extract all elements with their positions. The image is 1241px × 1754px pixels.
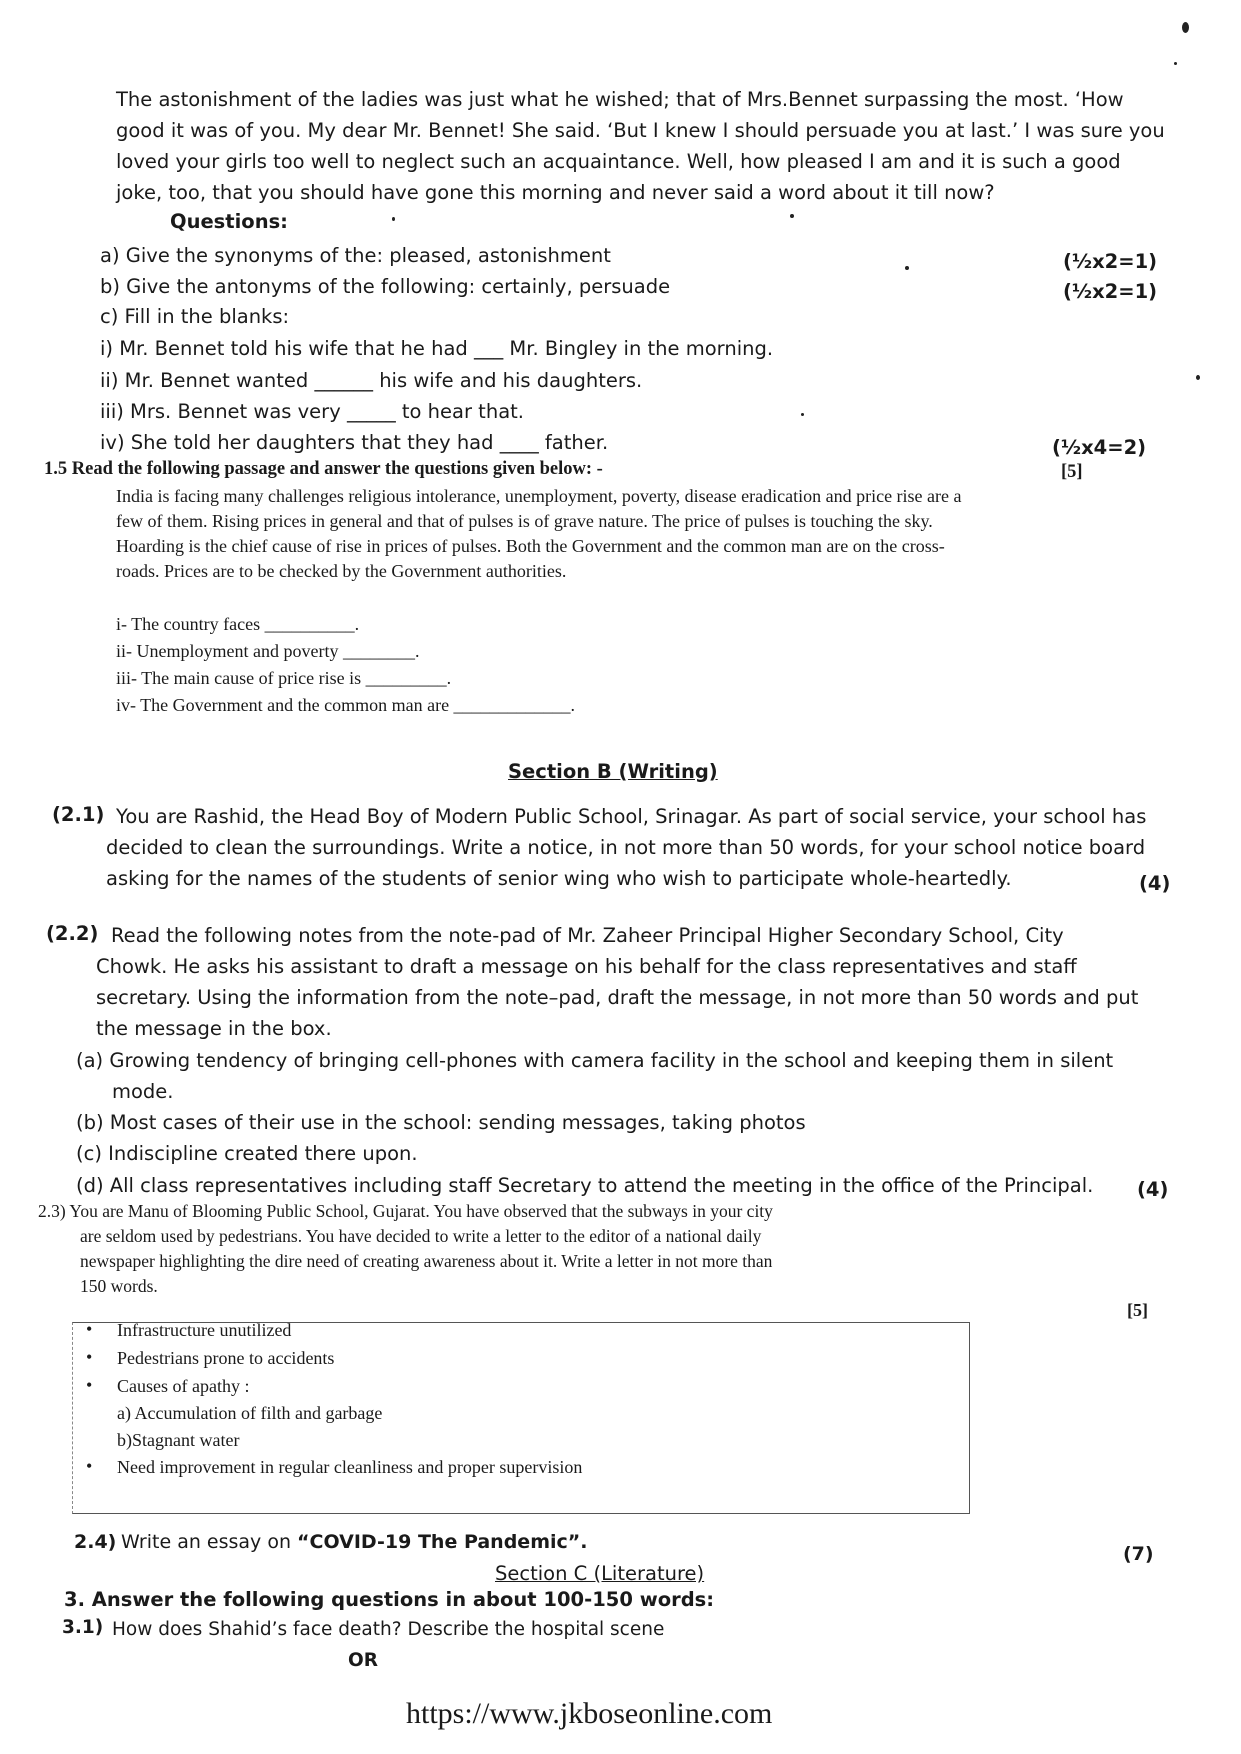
passage-line: The astonishment of the ladies was just what he wished; that of Mrs.Bennet surpassing the most. ‘How	[116, 88, 1124, 111]
scan-speck	[1196, 375, 1200, 380]
or-label: OR	[348, 1650, 378, 1671]
question-c-ii: ii) Mr. Bennet wanted ______ his wife and his daughters.	[100, 369, 643, 392]
q15-item: iv- The Government and the common man are _____________.	[116, 695, 576, 715]
q22-number: (2.2)	[46, 922, 99, 945]
q21-number: (2.1)	[52, 803, 105, 826]
hint-item: Causes of apathy :	[117, 1376, 250, 1396]
q15-passage-line: few of them. Rising prices in general and that of pulses is of grave nature. The price of pulses is touching the sky.	[116, 511, 933, 531]
question-c-iii: iii) Mrs. Bennet was very _____ to hear that.	[100, 400, 524, 423]
question-c-iv: iv) She told her daughters that they had ____ father.	[100, 431, 609, 454]
section-b-title: Section B (Writing)	[508, 760, 718, 783]
marks-a: (½x2=1)	[1063, 250, 1158, 273]
question-a: a) Give the synonyms of the: pleased, astonishment	[100, 244, 611, 267]
q21-line: decided to clean the surroundings. Write a notice, in not more than 50 words, for your school notice board	[106, 836, 1146, 859]
scan-speck	[1174, 62, 1177, 65]
q22-line: the message in the box.	[96, 1017, 332, 1040]
q24-prefix: Write an essay on	[121, 1531, 298, 1553]
q3-heading: 3. Answer the following questions in about 100-150 words:	[64, 1588, 715, 1611]
scan-speck	[905, 266, 909, 270]
hint-item: Pedestrians prone to accidents	[117, 1348, 335, 1368]
q31-number: 3.1)	[62, 1617, 104, 1638]
marks-b: (½x2=1)	[1063, 280, 1158, 303]
q15-heading: 1.5 Read the following passage and answer the questions given below: -	[44, 459, 603, 479]
q31-text: How does Shahid’s face death? Describe the hospital scene	[112, 1619, 665, 1640]
q22-line: Read the following notes from the note-pad of Mr. Zaheer Principal Higher Secondary School, City	[111, 924, 1064, 947]
q22-line: secretary. Using the information from the note–pad, draft the message, in not more than 50 words and put	[96, 986, 1139, 1009]
q22-marks: (4)	[1137, 1178, 1169, 1201]
q24-marks: (7)	[1123, 1543, 1154, 1565]
question-b: b) Give the antonyms of the following: certainly, persuade	[100, 275, 671, 298]
q15-marks: [5]	[1061, 462, 1083, 482]
q15-passage-line: roads. Prices are to be checked by the Government authorities.	[116, 561, 567, 581]
hint-item: Need improvement in regular cleanliness and proper supervision	[117, 1457, 583, 1477]
passage-line: loved your girls too well to neglect such an acquaintance. Well, how pleased I am and it is such a good	[116, 150, 1121, 173]
q15-passage-line: Hoarding is the chief cause of rise in prices of pulses. Both the Government and the common man are on the cross-	[116, 536, 945, 556]
q21-line: You are Rashid, the Head Boy of Modern Public School, Srinagar. As part of social service, your school has	[116, 805, 1147, 828]
scan-speck	[801, 413, 804, 416]
q22-item: (c) Indiscipline created there upon.	[76, 1142, 418, 1165]
scan-speck	[790, 214, 794, 218]
q15-item: i- The country faces __________.	[116, 614, 360, 634]
q22-item: (b) Most cases of their use in the school: sending messages, taking photos	[76, 1111, 806, 1134]
q15-item: iii- The main cause of price rise is _________.	[116, 668, 452, 688]
q21-marks: (4)	[1139, 872, 1171, 895]
passage-line: good it was of you. My dear Mr. Bennet! She said. ‘But I knew I should persuade you at last.’ I was sure you	[116, 119, 1165, 142]
exam-page: The astonishment of the ladies was just what he wished; that of Mrs.Bennet surpassing the most. ‘How good it was of you. My dear Mr. Bennet! She said. ‘But I knew I should persuade you at last.’ I was sure you loved your girls too well to neglect such an acquaintance. Well, how pleased I am and it is such a good joke, too, that you should have gone this morning and never said a word about it till now? Questions: a) Give the synonyms of the: pleased, astonishment (½x2=1) b) Give the antonyms of the following: certainly, persuade (½x2=1) c) Fill in the blanks: i) Mr. Bennet told his wife that he had ___ Mr. Bingley in the morning. ii) Mr. Bennet wanted ______ his wife and his daughters. iii) Mrs. Bennet was very _____ to hear that. iv) She told her daughters that they had ____ father. (½x4=2) 1.5 Read the following passage and answer the questions given below: - [5] India is facing many challenges religious intolerance, unemployment, poverty, disease eradication and price rise are a few of them. Rising prices in general and that of pulses is of grave nature. The price of pulses is touching the sky. Hoarding is the chief cause of rise in prices of pulses. Both the Government and the common man are on the cross- roads. Prices are to be checked by the Government authorities. i- The country faces __________. ii- Unemployment and poverty ________. iii- The main cause of price rise is _________. iv- The Government and the common man are _____________. Section B (Writing) (2.1) You are Rashid, the Head Boy of Modern Public School, Srinagar. As part of social service, your school has decided to clean the surroundings. Write a notice, in not more than 50 words, for your school notice board asking for the names of the students of senior wing who wish to participate whole-heartedly. (4) (2.2) Read the following notes from the note-pad of Mr. Zaheer Principal Higher Secondary School, City Chowk. He asks his assistant to draft a message on his behalf for the class representatives and staff secretary. Using the information from the note–pad, draft the message, in not more than 50 words and put the message in the box. (a) Growing tendency of bringing cell-phones with camera facility in the school and keeping them in silent mode. (b) Most cases of their use in the school: sending messages, taking photos (c) Indiscipline created there upon. (d) All class representatives including staff Secretary to attend the meeting in the office of the Principal. (4) 2.3) You are Manu of Blooming Public School, Gujarat. You have observed that the subways in your city are seldom used by pedestrians. You have decided to write a letter to the editor of a national daily newspaper highlighting the dire need of creating awareness about it. Write a letter in not more than 150 words. [5] • Infrastructure unutilized • Pedestrians prone to accidents • Causes of apathy : a) Accumulation of filth and garbage b)Stagnant water • Need improvement in regular cleanliness and proper supervision 2.4) Write an essay on “COVID-19 The Pandemic”. (7) Section C (Literature) 3. Answer the following questions in about 100-150 words: 3.1) How does Shahid’s face death? Describe the hospital scene OR https://www.jkboseonline.com	[0, 0, 1241, 1754]
q22-item: (a) Growing tendency of bringing cell-phones with camera facility in the school and keeping them in silent	[76, 1049, 1114, 1072]
footer-url[interactable]: https://www.jkboseonline.com	[406, 1697, 773, 1730]
marks-c: (½x4=2)	[1052, 436, 1147, 459]
q22-line: Chowk. He asks his assistant to draft a message on his behalf for the class representatives and staff	[96, 955, 1077, 978]
q23-line: are seldom used by pedestrians. You have decided to write a letter to the editor of a national daily	[80, 1226, 762, 1246]
q24-number: 2.4)	[74, 1531, 117, 1553]
questions-label: Questions:	[170, 210, 288, 233]
q23-line: 150 words.	[80, 1276, 158, 1296]
section-c-title: Section C (Literature)	[495, 1562, 705, 1585]
hint-subitem: b)Stagnant water	[117, 1430, 240, 1450]
q22-item: mode.	[112, 1080, 174, 1103]
question-c-i: i) Mr. Bennet told his wife that he had ___ Mr. Bingley in the morning.	[100, 337, 774, 360]
passage-line: joke, too, that you should have gone this morning and never said a word about it till now?	[116, 181, 995, 204]
q23-marks: [5]	[1127, 1300, 1148, 1320]
q23-line: 2.3) You are Manu of Blooming Public School, Gujarat. You have observed that the subways in your city	[38, 1201, 773, 1221]
scan-speck	[1182, 22, 1189, 33]
hint-item: Infrastructure unutilized	[117, 1320, 292, 1340]
question-c: c) Fill in the blanks:	[100, 305, 290, 328]
hint-subitem: a) Accumulation of filth and garbage	[117, 1403, 383, 1423]
scan-speck	[392, 217, 395, 221]
q23-line: newspaper highlighting the dire need of creating awareness about it. Write a letter in not more than	[80, 1251, 773, 1271]
q24-text	[121, 1531, 587, 1553]
q21-line: asking for the names of the students of senior wing who wish to participate whole-heartedly.	[106, 867, 1012, 890]
q22-item: (d) All class representatives including staff Secretary to attend the meeting in the office of the Principal.	[76, 1174, 1094, 1197]
q15-item: ii- Unemployment and poverty ________.	[116, 641, 420, 661]
q24-topic: “COVID-19 The Pandemic”.	[297, 1531, 588, 1553]
q15-passage-line: India is facing many challenges religious intolerance, unemployment, poverty, disease eradication and price rise are a	[116, 486, 962, 506]
